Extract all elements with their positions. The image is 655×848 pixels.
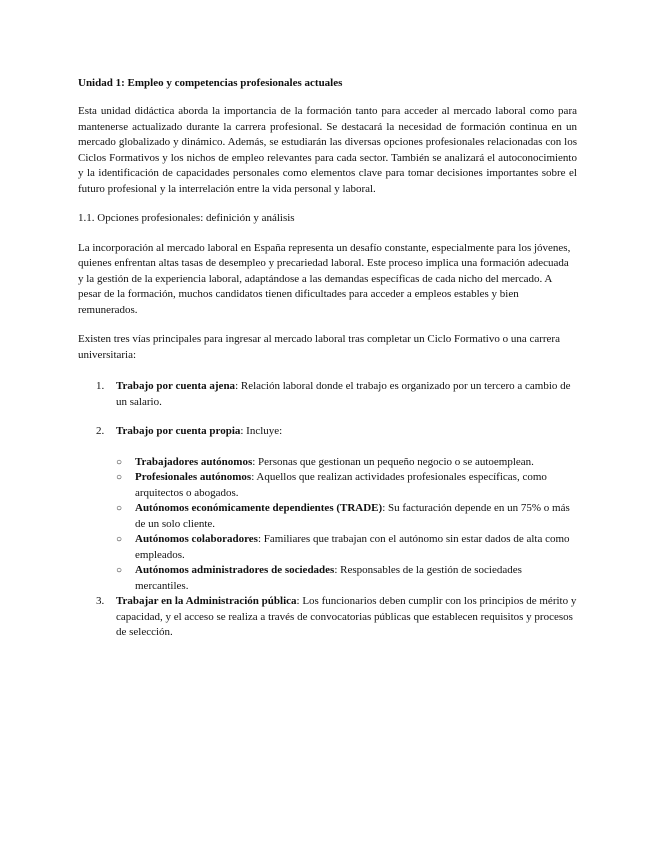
circle-bullet-icon: ○ [116, 456, 123, 468]
intro-paragraph: Esta unidad didáctica aborda la importancia de la formación tanto para acceder al mercado laboral como para mantenerse actualizado durante la carrera profesional. Se destacará la necesidad de formación continua en un mercado globalizado y dinámico. Además, se estudiarán las diversas opciones profesionales relacionadas con los Ciclos Formativos y los nichos de empleo relevantes para cada sector. También se analizará el autoconocimiento y la identificación de capacidades personales como elementos clave para tomar decisiones importantes sobre el futuro profesional y la interrelación entre la vida personal y laboral. [78, 105, 577, 195]
sublist-item-text: : Aquellos que realizan actividades profesionales específicas, como arquitectos o abogados. [135, 471, 547, 499]
career-paths-list [78, 379, 577, 641]
sublist-item-term: Autónomos administradores de sociedades [135, 564, 335, 576]
circle-bullet-icon: ○ [116, 534, 123, 545]
sublist-item-text: : Familiares que trabajan con el autónomo sin estar dados de alta como empleados. [135, 533, 570, 561]
sublist-item [116, 563, 577, 594]
section-title: 1.1. Opciones profesionales: definición y análisis [78, 212, 295, 224]
sublist-item [116, 501, 577, 532]
sublist-item [116, 470, 577, 501]
sublist-item [116, 455, 577, 471]
circle-bullet-icon: ○ [116, 503, 123, 514]
list-item [96, 594, 577, 641]
list-item-text: : Relación laboral donde el trabajo es organizado por un tercero a cambio de un salario. [116, 380, 571, 408]
unit-heading: Unidad 1: Empleo y competencias profesionales actuales [78, 77, 343, 89]
sublist-item-term: Trabajadores autónomos [135, 455, 253, 468]
list-item-text: : Incluye: [240, 425, 283, 437]
self-employment-sublist [116, 455, 577, 595]
circle-bullet-icon: ○ [116, 472, 123, 483]
list-item-term: Trabajo por cuenta ajena [116, 380, 236, 392]
list-number: 2. [96, 425, 105, 437]
list-number: 3. [96, 595, 105, 607]
list-item-term: Trabajo por cuenta propia [116, 425, 241, 437]
sublist-item-term: Autónomos económicamente dependientes (TRADE) [135, 502, 383, 514]
sublist-item-text: : Personas que gestionan un pequeño negocio o se autoemplean. [252, 455, 534, 468]
list-item-term: Trabajar en la Administración pública [116, 595, 297, 607]
circle-bullet-icon: ○ [116, 565, 123, 576]
sublist-item-text: : Su facturación depende en un 75% o más de un solo cliente. [135, 502, 570, 530]
sublist-item-term: Autónomos colaboradores [135, 533, 258, 545]
list-item [96, 424, 577, 594]
list-number: 1. [96, 380, 105, 392]
sublist-item-text: : Responsables de la gestión de sociedades mercantiles. [135, 564, 522, 592]
list-item [96, 379, 577, 410]
list-item-text: : Los funcionarios deben cumplir con los principios de mérito y capacidad, y el acceso se realiza a través de convocatorias públicas que establecen requisitos y procesos de selección. [116, 595, 577, 638]
sublist-item-term: Profesionales autónomos [135, 471, 252, 483]
context-paragraph: La incorporación al mercado laboral en España representa un desafío constante, especialmente para los jóvenes, quienes enfrentan altas tasas de desempleo y precariedad laboral. Este proceso implica una formación adecuada y la gestión de la experiencia laboral, adaptándose a las demandas específicas de cada nicho del mercado. A pesar de la formación, muchos candidatos tienen dificultades para acceder a empleos estables y bien remunerados. [78, 241, 571, 316]
sublist-item [116, 532, 577, 563]
paths-intro-paragraph: Existen tres vías principales para ingresar al mercado laboral tras completar un Ciclo Formativo o una carrera universitaria: [78, 333, 560, 361]
